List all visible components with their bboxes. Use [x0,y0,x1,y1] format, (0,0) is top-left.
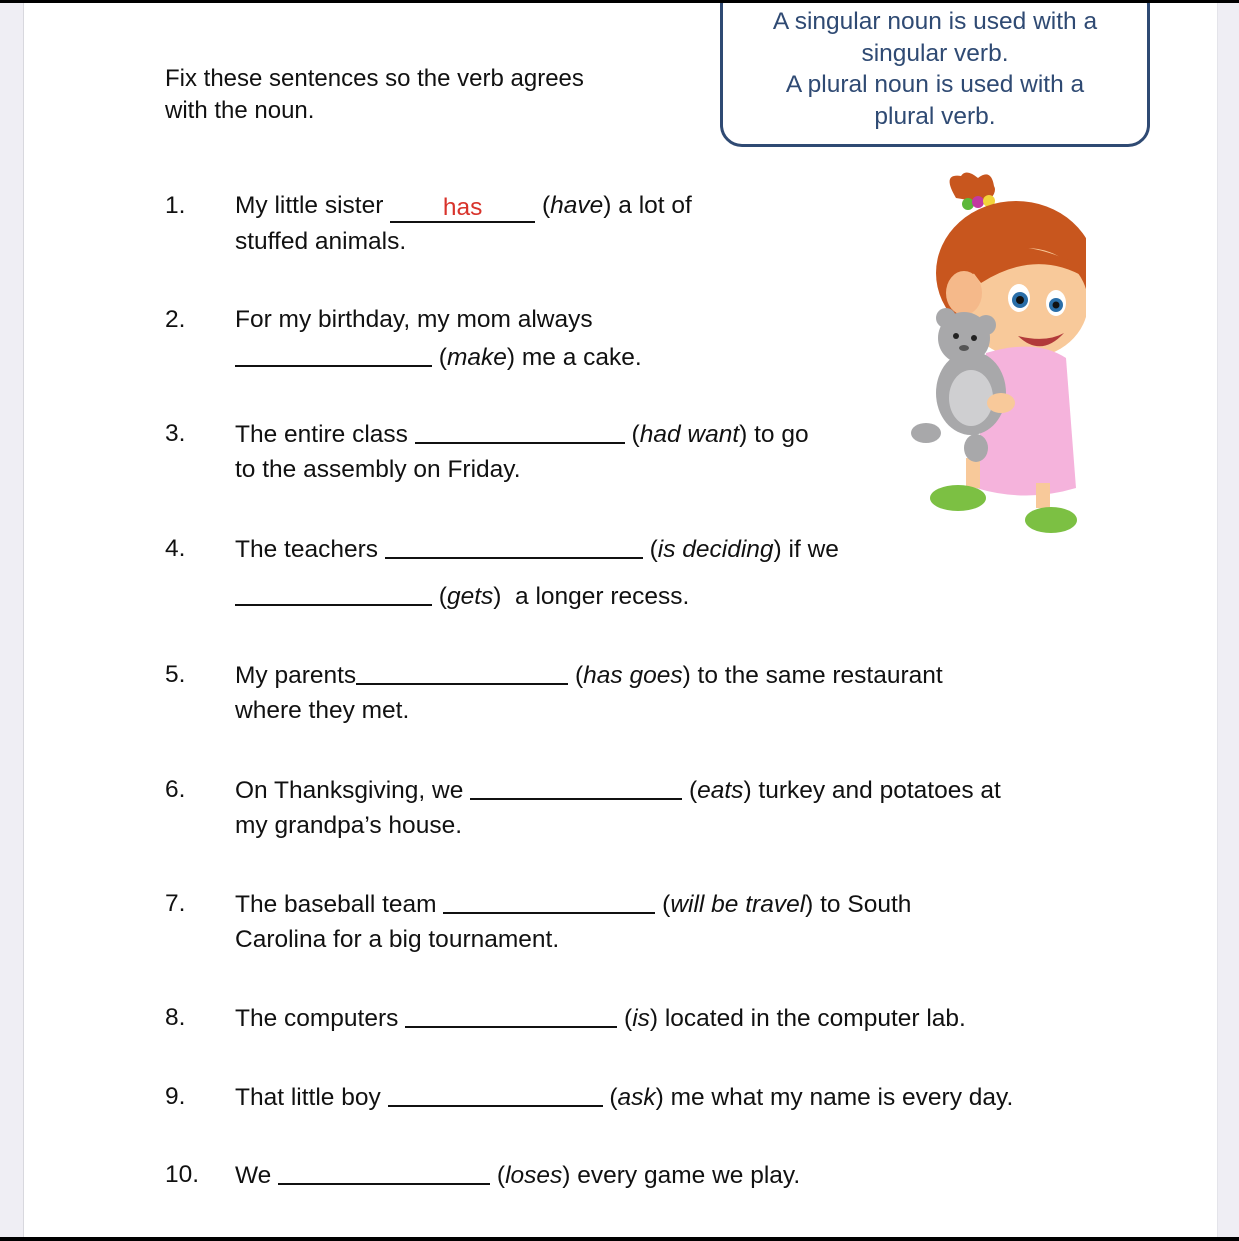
instructions [165,63,685,127]
question-text: We [235,1162,279,1189]
question-line-2: my grandpa’s house. [235,812,462,839]
question-text: ) to go [739,421,809,448]
question-text: ) turkey and potatoes at [743,777,1001,804]
question-number: 6. [165,776,186,803]
question-line-2: Carolina for a big tournament. [235,926,560,953]
girl-with-teddy-bear-illustration [886,168,1086,538]
question-line: On Thanksgiving, we (eats) turkey and potatoes at [235,772,1001,809]
leg [1036,483,1050,508]
question-line-2: stuffed animals. [235,228,407,255]
question-text: ) a lot of [603,192,692,219]
pupil [1016,296,1024,304]
verb-hint: had want [639,421,740,448]
instructions-line-1: Fix these sentences so the verb agrees [165,65,584,92]
question-line: My parents (has goes) to the same restaurant [235,657,943,694]
verb-hint: is [632,1005,650,1032]
question-text: ) every game we play. [562,1162,801,1189]
question-line: The teachers (is deciding) if we [235,531,839,568]
ear [946,271,982,315]
answer-blank[interactable] [388,1081,603,1107]
shoe [930,485,986,511]
verb-hint: is deciding [657,536,774,563]
question-number: 4. [165,535,186,562]
question-number: 2. [165,306,186,333]
question-number: 5. [165,661,186,688]
question-text: The entire class [235,421,415,448]
teddy-bear-belly [949,370,993,426]
question-text: ) a longer recess. [493,583,690,610]
question-line-2: where they met. [235,697,410,724]
shoe [1025,507,1077,533]
answer-text: has [442,194,483,221]
verb-hint: will be travel [670,891,806,918]
question-number: 7. [165,890,186,917]
verb-hint: loses [505,1162,563,1189]
hair-tie [972,196,984,208]
answer-blank[interactable] [470,774,682,800]
question-line: The entire class (had want) to go [235,416,809,453]
answer-blank[interactable] [356,659,568,685]
question-text: My parents [235,662,357,689]
question-number: 1. [165,192,186,219]
question-text: ) to the same restaurant [682,662,943,689]
answer-blank[interactable] [278,1159,490,1185]
teddy-bear-leg [911,423,941,443]
rule-box [720,3,1150,147]
answer-blank-2[interactable] [235,580,432,606]
question-line: That little boy (ask) me what my name is every day. [235,1079,1013,1116]
leg [966,458,980,488]
teddy-bear-leg [964,434,988,462]
answer-blank[interactable] [235,341,432,367]
question-number: 10. [165,1161,200,1188]
rule-line-2: singular verb. [861,39,1009,67]
verb-hint: gets [446,583,494,610]
pupil [1053,302,1060,309]
question-line-2: (make) me a cake. [235,339,642,376]
rule-line-1: A singular noun is used with a [772,8,1098,35]
question-text: The teachers [235,536,385,563]
question-text: The baseball team [235,891,444,918]
question-text: ) to South [805,891,912,918]
verb-hint: ask [617,1084,656,1111]
question-line: My little sister has (have) a lot of [235,192,692,221]
verb-hint: make [446,344,507,371]
question-number: 8. [165,1004,186,1031]
question-line-2: (gets) a longer recess. [235,578,689,615]
question-number: 9. [165,1083,186,1110]
question-line: We (loses) every game we play. [235,1157,800,1194]
question-number: 3. [165,420,186,447]
question-line: The computers (is) located in the computer lab. [235,1000,966,1037]
teddy-bear-ear [976,315,996,335]
question-text: ) located in the computer lab. [649,1005,966,1032]
teddy-bear-eye [971,335,977,341]
teddy-bear-ear [936,308,956,328]
document-viewer [0,3,1239,1237]
rule-line-4: plural verb. [874,102,996,130]
question-text: ) me a cake. [506,344,642,371]
question-line-2: to the assembly on Friday. [235,456,521,483]
answer-blank[interactable] [405,1002,617,1028]
verb-hint: have [550,192,604,219]
question-text: ) me what my name is every day. [655,1084,1014,1111]
answer-blank[interactable] [390,194,535,223]
verb-hint: eats [697,777,744,804]
answer-blank[interactable] [385,533,643,559]
question-line: For my birthday, my mom always [235,306,593,333]
answer-blank[interactable] [443,888,655,914]
worksheet-page [23,3,1218,1237]
hair-tie [962,198,974,210]
hand [987,393,1015,413]
teddy-bear-nose [959,345,969,351]
teddy-bear-eye [953,333,959,339]
question-text: ) if we [773,536,839,563]
instructions-line-2: with the noun. [165,97,315,124]
question-text: That little boy [235,1084,388,1111]
verb-hint: has goes [583,662,683,689]
question-text: The computers [235,1005,406,1032]
question-text: On Thanksgiving, we [235,777,471,804]
answer-blank[interactable] [415,418,625,444]
question-text: My little sister [235,192,391,219]
question-line: The baseball team (will be travel) to South [235,886,911,923]
rule-line-3: A plural noun is used with a [785,71,1085,98]
